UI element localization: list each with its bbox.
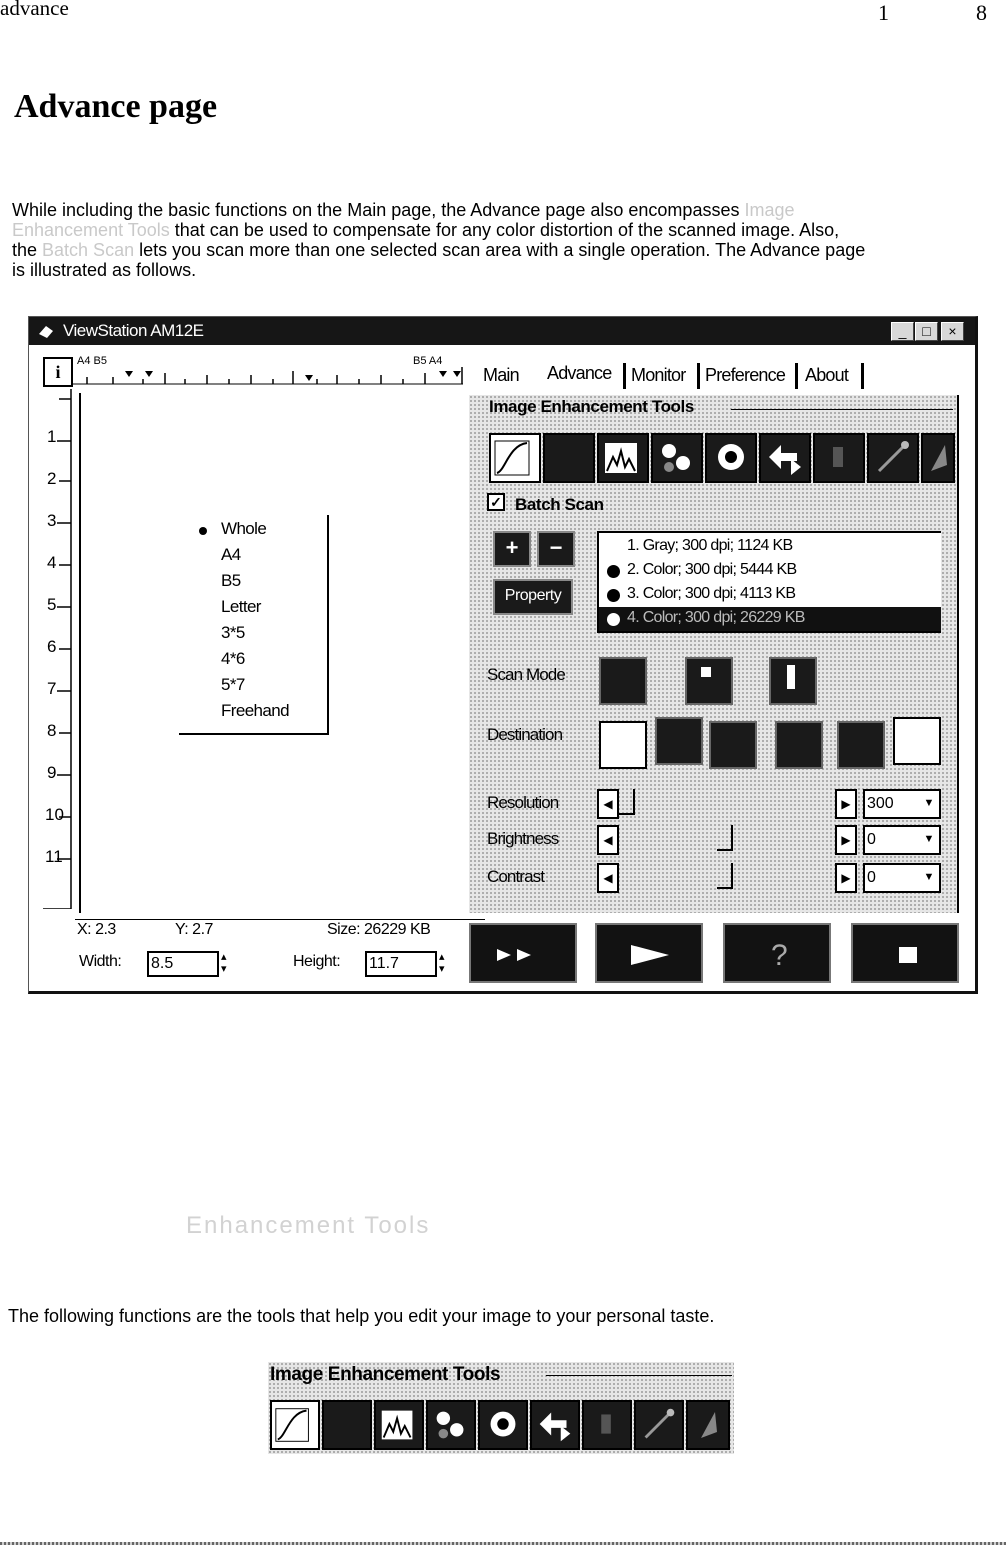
tab-main[interactable]: Main [483, 365, 519, 385]
ruler-label: 4 [47, 553, 57, 572]
resolution-right-icon[interactable]: ▶ [835, 789, 857, 819]
toolbar-caption: Image Enhancement Tools [270, 1364, 501, 1385]
sharpen-tool-icon[interactable] [921, 433, 955, 483]
body-text: The following functions are the tools that help you edit your image to your personal taste. [8, 1306, 715, 1326]
descreen-tool-icon[interactable] [634, 1400, 684, 1450]
ruler-label: 11 [45, 847, 63, 866]
ruler-label: 6 [47, 637, 57, 656]
width-field[interactable]: 8.5 [147, 951, 219, 977]
help-button[interactable] [723, 923, 831, 983]
menu-item-4x6[interactable]: 4*6 [221, 649, 245, 668]
menu-item-freehand[interactable]: Freehand [221, 701, 289, 720]
destination-app-icon[interactable] [655, 717, 703, 765]
stop-button[interactable] [851, 923, 959, 983]
destination-clipboard-icon[interactable] [893, 717, 941, 765]
list-item[interactable]: 1. Gray; 300 dpi; 1124 KB [627, 537, 793, 554]
tab-about[interactable]: About [805, 365, 849, 385]
menu-item-letter[interactable]: Letter [221, 597, 261, 616]
resolution-left-icon[interactable]: ◀ [597, 789, 619, 819]
resolution-label: Resolution [487, 793, 559, 812]
faint-caption: Enhancement Tools [186, 1212, 431, 1239]
minimize-button[interactable]: _ [891, 322, 914, 341]
resolution-select[interactable]: 300 ▼ [863, 789, 941, 819]
page-number-chapter: 1 [878, 0, 889, 25]
histogram-tool-icon[interactable] [374, 1400, 424, 1450]
ruler-label: 10 [45, 805, 64, 824]
remove-scan-button[interactable]: − [537, 531, 575, 567]
stop-icon [853, 925, 957, 981]
width-label: Width: [79, 953, 122, 970]
menu-item-3x5[interactable]: 3*5 [221, 623, 245, 642]
add-scan-button[interactable]: + [493, 531, 531, 567]
x-readout: X: 2.3 [77, 921, 116, 938]
color-balance-tool-icon[interactable] [543, 433, 595, 483]
close-button[interactable]: × [941, 322, 964, 341]
resolution-thumb [619, 789, 635, 815]
status-bar [75, 919, 485, 983]
contrast-slider[interactable] [619, 863, 831, 891]
property-button[interactable]: Property [493, 579, 573, 615]
contrast-label: Contrast [487, 867, 545, 886]
destination-disk-icon[interactable] [775, 721, 823, 769]
invert-tool-icon[interactable] [813, 433, 865, 483]
chevron-down-icon: ▼ [923, 797, 935, 809]
contrast-thumb [717, 863, 733, 889]
height-field[interactable]: 11.7 [365, 951, 437, 977]
ruler-label: 8 [47, 721, 57, 740]
enhancement-toolbar-figure [268, 1362, 734, 1454]
brightness-thumb [717, 825, 733, 851]
brightness-select[interactable]: 0 ▼ [863, 825, 941, 855]
running-header: advance [0, 0, 69, 20]
brightness-label: Brightness [487, 829, 559, 848]
tab-bar [481, 361, 971, 391]
width-stepper-icon[interactable]: ▴ ▾ [221, 951, 227, 975]
sharpen-tool-icon[interactable] [686, 1400, 730, 1450]
chevron-down-icon: ▼ [923, 833, 935, 845]
descreen-tool-icon[interactable] [867, 433, 919, 483]
color-adjust-tool-icon[interactable] [426, 1400, 476, 1450]
brightness-left-icon[interactable]: ◀ [597, 825, 619, 855]
tab-monitor[interactable]: Monitor [631, 365, 686, 385]
contrast-select[interactable]: 0 ▼ [863, 863, 941, 893]
info-icon[interactable]: i [43, 357, 73, 387]
ruler-label: 2 [47, 469, 57, 488]
color-balance-tool-icon[interactable] [322, 1400, 372, 1450]
mode-gray-icon[interactable] [685, 657, 733, 705]
contrast-right-icon[interactable]: ▶ [835, 863, 857, 893]
ruler-label: 1 [47, 427, 57, 446]
ruler-ticks [73, 357, 465, 387]
selected-bullet-icon [199, 527, 207, 535]
scan-button[interactable] [595, 923, 703, 983]
menu-item-5x7[interactable]: 5*7 [221, 675, 245, 694]
destination-viewer-icon[interactable] [599, 721, 647, 769]
batch-scan-list [597, 531, 941, 633]
histogram-tool-icon[interactable] [597, 433, 649, 483]
size-readout: Size: 26229 KB [327, 921, 431, 938]
advance-panel [469, 395, 959, 913]
scan-size-menu [179, 515, 329, 735]
page-title: Advance page [14, 88, 218, 125]
tone-curve-tool-icon[interactable] [489, 433, 541, 483]
ruler-label: 5 [47, 595, 57, 614]
mirror-tool-icon[interactable] [530, 1400, 580, 1450]
maximize-button[interactable]: □ [915, 322, 938, 341]
tone-curve-tool-icon[interactable] [270, 1400, 320, 1450]
ruler-label: 7 [47, 679, 57, 698]
scanner-app-icon [37, 322, 55, 340]
height-label: Height: [293, 953, 341, 970]
destination-label: Destination [487, 725, 563, 744]
destination-printer-icon[interactable] [709, 721, 757, 769]
svg-text:?: ? [771, 939, 788, 972]
viewstation-window [28, 316, 978, 994]
mode-color-icon[interactable] [769, 657, 817, 705]
enhancement-tools-title: Image Enhancement Tools [489, 397, 694, 416]
menu-item-a4[interactable]: A4 [221, 545, 241, 564]
height-stepper-icon[interactable]: ▴ ▾ [439, 951, 445, 975]
mode-bw-icon[interactable] [599, 657, 647, 705]
ruler-label: 3 [47, 511, 57, 530]
window-titlebar [29, 317, 975, 345]
top-ruler [43, 357, 463, 387]
filter-tool-icon[interactable] [705, 433, 757, 483]
chevron-down-icon: ▼ [923, 871, 935, 883]
question-icon [725, 925, 829, 981]
intro-paragraph: While including the basic functions on the Main page, the Advance page also encompasses Image Enhancement Tools that can be used to compensate for any color distortion of the scanned image. Also, the Batch Scan lets you scan more than one selected scan area with a single operation. The Advance page is illustrated as follows. [12, 200, 866, 280]
footer-divider [0, 1542, 1006, 1545]
list-item-selected[interactable]: 4. Color; 300 dpi; 26229 KB [599, 607, 941, 631]
left-ruler [43, 389, 73, 909]
tab-advance[interactable]: Advance [547, 363, 612, 383]
ruler-marks-right: B5 A4 [413, 355, 443, 367]
window-title: ViewStation AM12E [63, 321, 204, 340]
resolution-slider[interactable] [619, 789, 831, 817]
filter-tool-icon[interactable] [478, 1400, 528, 1450]
menu-item-b5[interactable]: B5 [221, 571, 241, 590]
tab-preference[interactable]: Preference [705, 365, 786, 385]
scan-mode-label: Scan Mode [487, 665, 565, 684]
play-icon [597, 925, 701, 981]
page-number: 8 [976, 0, 987, 25]
list-item[interactable]: 3. Color; 300 dpi; 4113 KB [599, 583, 941, 607]
y-readout: Y: 2.7 [175, 921, 213, 938]
ruler-label: 9 [47, 763, 57, 782]
fast-forward-icon [471, 925, 575, 981]
brightness-right-icon[interactable]: ▶ [835, 825, 857, 855]
invert-tool-icon[interactable] [582, 1400, 632, 1450]
list-item[interactable]: 2. Color; 300 dpi; 5444 KB [599, 559, 941, 583]
batch-scan-label: Batch Scan [515, 495, 604, 514]
brightness-slider[interactable] [619, 825, 831, 853]
scan-all-button[interactable] [469, 923, 577, 983]
ruler-marks-left: A4 B5 [77, 355, 107, 367]
contrast-left-icon[interactable]: ◀ [597, 863, 619, 893]
color-adjust-tool-icon[interactable] [651, 433, 703, 483]
destination-fax-icon[interactable] [837, 721, 885, 769]
batch-scan-checkbox[interactable]: ✓ [487, 493, 505, 511]
menu-item-whole[interactable]: Whole [221, 519, 267, 538]
mirror-tool-icon[interactable] [759, 433, 811, 483]
